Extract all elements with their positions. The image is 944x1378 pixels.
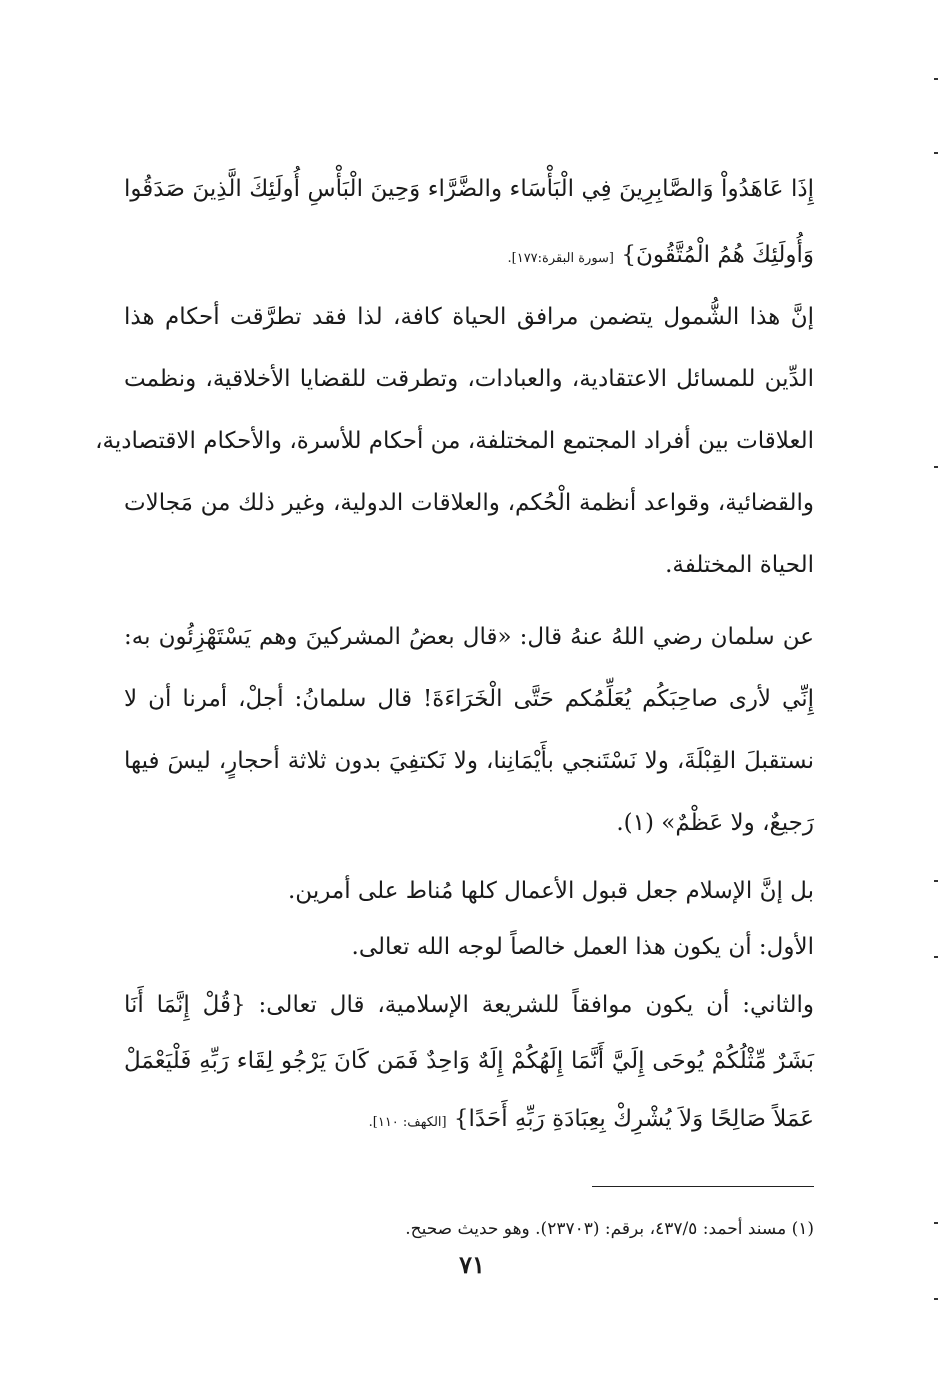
quran-verse-line: إِذَا عَاهَدُواْ وَالصَّابِرِينَ فِي الْبَأْسَاء والضَّرَّاء وَحِينَ الْبَأْسِ أُولَئِكَ الَّذِينَ صَدَقُوا <box>124 176 814 202</box>
page-number: ٧١ <box>459 1250 485 1279</box>
margin-mark <box>934 78 938 80</box>
margin-mark <box>934 466 938 468</box>
margin-mark <box>934 1298 938 1300</box>
paragraph-line: بل إنَّ الإسلام جعل قبول الأعمال كلها مُناط على أمرين. <box>288 878 814 904</box>
footnote: (١) مسند أحمد: ٤٣٧/٥، برقم: (٢٣٧٠٣). وهو حديث صحيح. <box>405 1219 814 1239</box>
paragraph-line: والثاني: أن يكون موافقاً للشريعة الإسلامية، قال تعالى: {قُلْ إِنَّمَا أَنَا <box>124 992 814 1018</box>
verse-reference: [الكهف: ١١٠]. <box>368 1115 447 1130</box>
margin-mark <box>934 1222 938 1224</box>
paragraph-line: العلاقات بين أفراد المجتمع المختلفة، من أحكام للأسرة، والأحكام الاقتصادية، <box>95 428 814 454</box>
margin-mark <box>934 956 938 958</box>
paragraph-line: الدِّين للمسائل الاعتقادية، والعبادات، وتطرقت للقضايا الأخلاقية، ونظمت <box>124 366 814 392</box>
quran-verse-text: وَأُولَئِكَ هُمُ الْمُتَّقُونَ} <box>621 242 814 268</box>
quran-verse-line: بَشَرٌ مِّثْلُكُمْ يُوحَى إِلَيَّ أَنَّمَا إِلَهُكُمْ إِلَهٌ وَاحِدٌ فَمَن كَانَ يَرْجُو لِقَاء رَبِّهِ فَلْيَعْمَلْ <box>124 1048 814 1074</box>
paragraph-line: إنَّ هذا الشُّمول يتضمن مرافق الحياة كافة، لذا فقد تطرَّقت أحكام هذا <box>124 304 814 330</box>
paragraph-line: الأول: أن يكون هذا العمل خالصاً لوجه الله تعالى. <box>351 934 814 960</box>
hadith-line: إِنِّي لأرى صاحِبَكُم يُعَلِّمُكم حَتَّى الْخَرَاءَةَ! قال سلمانُ: أجلْ، أمرنا أن لا <box>124 686 814 712</box>
hadith-line: عن سلمان رضي اللهُ عنهُ قال: «قال بعضُ المشركينَ وهم يَسْتَهْزِئُون به: <box>124 624 814 650</box>
verse-reference: [سورة البقرة:١٧٧]. <box>507 251 615 266</box>
quran-verse-text: عَمَلاً صَالِحًا وَلاَ يُشْرِكْ بِعِبَادَةِ رَبِّهِ أَحَدًا} <box>453 1106 814 1132</box>
quran-verse-line <box>124 238 814 278</box>
hadith-line: نستقبلَ القِبْلَةَ، ولا نَسْتَنجي بأَيْمَانِنا، ولا نَكتفِيَ بدون ثلاثة أحجارٍ، ليسَ فيها <box>124 748 814 774</box>
paragraph-line: والقضائية، وقواعد أنظمة الْحُكم، والعلاقات الدولية، وغير ذلك من مَجالات <box>124 490 814 516</box>
margin-mark <box>934 880 938 882</box>
hadith-line: رَجيعٌ، ولا عَظْمٌ» (١). <box>616 810 814 836</box>
footnote-separator <box>592 1186 814 1187</box>
quran-verse-line <box>124 1102 814 1142</box>
margin-mark <box>934 152 938 154</box>
paragraph-line: الحياة المختلفة. <box>665 552 814 578</box>
